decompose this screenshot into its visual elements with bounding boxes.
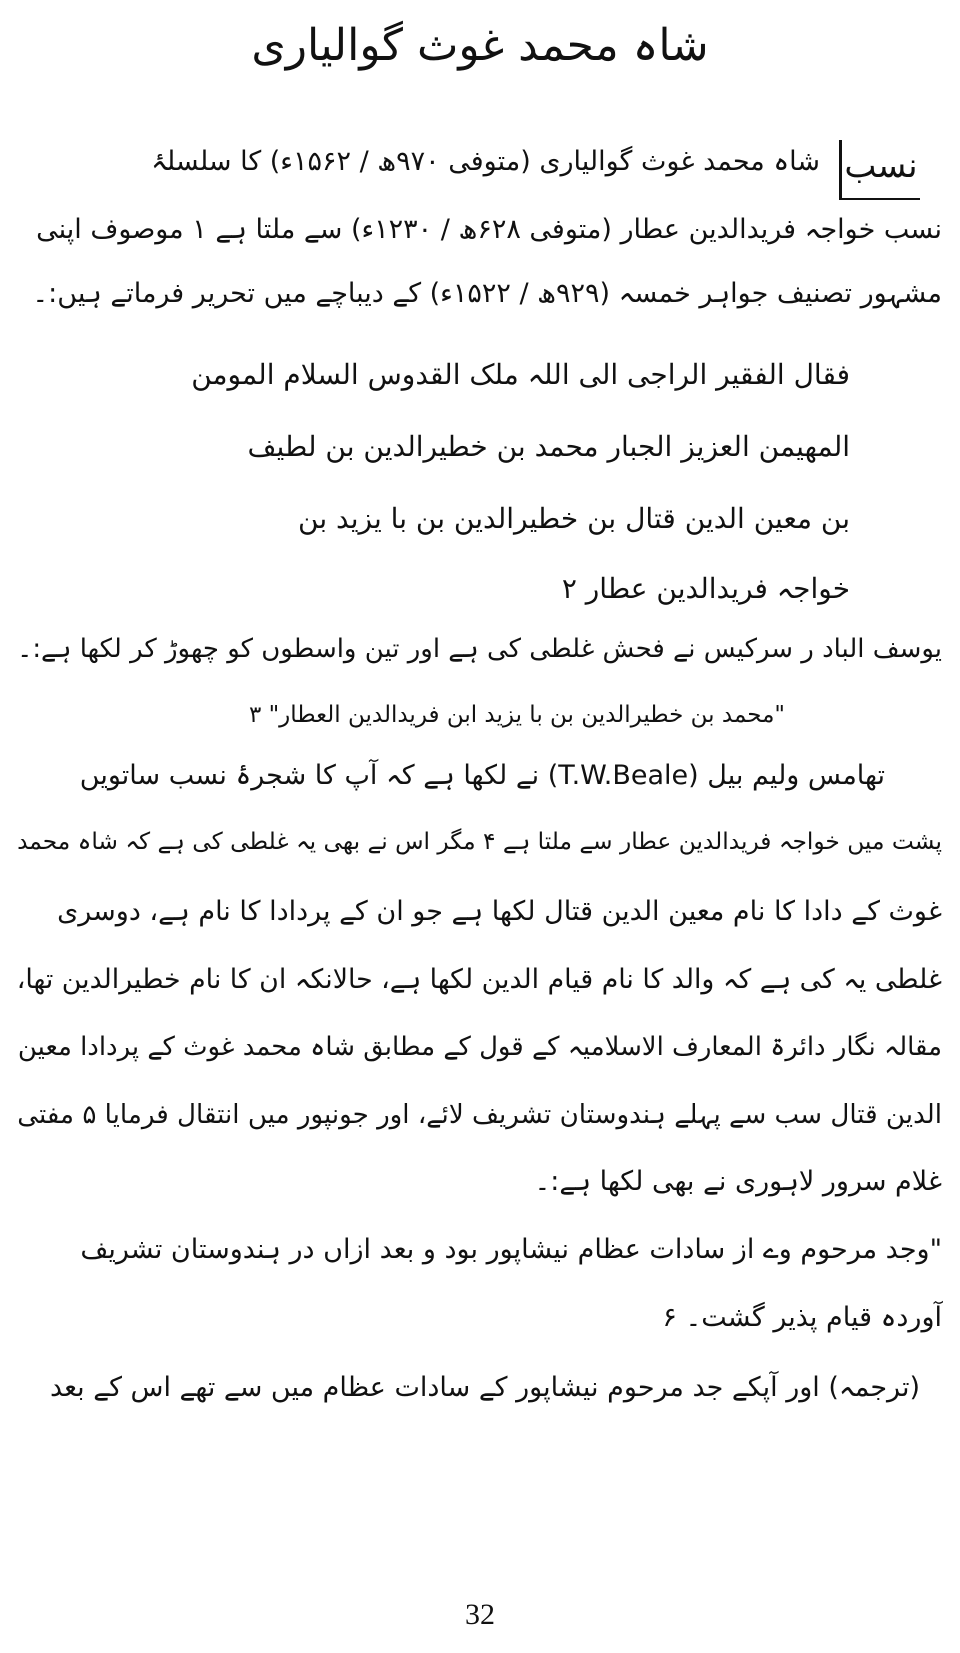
body-line-5: غوث کے دادا کا نام معین الدین قتال لکھا ہے جو ان کے پردادا کا نام ہے، دوسری	[57, 896, 942, 927]
body-line-10: "وجد مرحوم وے از سادات عظام نیشاپور بود و بعد ازاں در ہندوستان تشریف	[80, 1234, 942, 1265]
page-number: 32	[465, 1598, 495, 1631]
body-line-11: آوردہ قیام پذیر گشت۔ ۶	[662, 1302, 942, 1333]
body-line-2: "محمد بن خطیرالدین بن با یزید ابن فریدالدین العطار" ۳	[248, 702, 785, 728]
body-line-6: غلطی یہ کی ہے کہ والد کا نام قیام الدین لکھا ہے، حالانکہ ان کا نام خطیرالدین تھا،	[16, 964, 942, 995]
nasab-line-2: نسب خواجہ فریدالدین عطار (متوفی ۶۲۸ھ / ۱۲۳۰ء) سے ملتا ہے ۱ موصوف اپنی	[36, 214, 942, 245]
body-line-8: الدین قتال سب سے پہلے ہندوستان تشریف لائے، اور جونپور میں انتقال فرمایا ۵ مفتی	[17, 1100, 942, 1130]
arabic-quote-line-3: بن معین الدین قتال بن خطیرالدین بن با یزید بن	[298, 502, 850, 535]
nasab-heading: نسب	[839, 140, 920, 200]
page-title: شاہ محمد غوث گوالیاری	[251, 20, 709, 71]
arabic-quote-line-1: فقال الفقیر الراجی الی اللہ ملک القدوس السلام المومن	[191, 358, 850, 391]
body-line-1: یوسف الباد ر سرکیس نے فحش غلطی کی ہے اور تین واسطوں کو چھوڑ کر لکھا ہے:۔	[17, 634, 942, 664]
body-line-7: مقالہ نگار دائرۃ المعارف الاسلامیہ کے قول کے مطابق شاہ محمد غوث کے پردادا معین	[17, 1032, 942, 1062]
body-line-3: تھامس ولیم بیل (T.W.Beale) نے لکھا ہے کہ آپ کا شجرۂ نسب ساتویں	[79, 760, 885, 791]
arabic-quote-line-4: خواجہ فریدالدین عطار ۲	[561, 572, 850, 605]
arabic-quote-line-2: المھیمن العزیز الجبار محمد بن خطیرالدین بن لطیف	[247, 430, 850, 463]
body-line-4: پشت میں خواجہ فریدالدین عطار سے ملتا ہے ۴ مگر اس نے بھی یہ غلطی کی ہے کہ شاہ محمد	[17, 828, 942, 855]
body-line-12: (ترجمہ) اور آپکے جد مرحوم نیشاپور کے سادات عظام میں سے تھے اس کے بعد	[49, 1372, 920, 1403]
nasab-line-3: مشہور تصنیف جواہر خمسہ (۹۲۹ھ / ۱۵۲۲ء) کے دیباچے میں تحریر فرماتے ہیں:۔	[32, 278, 942, 309]
nasab-line-1: شاہ محمد غوث گوالیاری (متوفی ۹۷۰ھ / ۱۵۶۲ء) کا سلسلۂ	[151, 146, 820, 177]
body-line-9: غلام سرور لاہوری نے بھی لکھا ہے:۔	[534, 1166, 942, 1197]
